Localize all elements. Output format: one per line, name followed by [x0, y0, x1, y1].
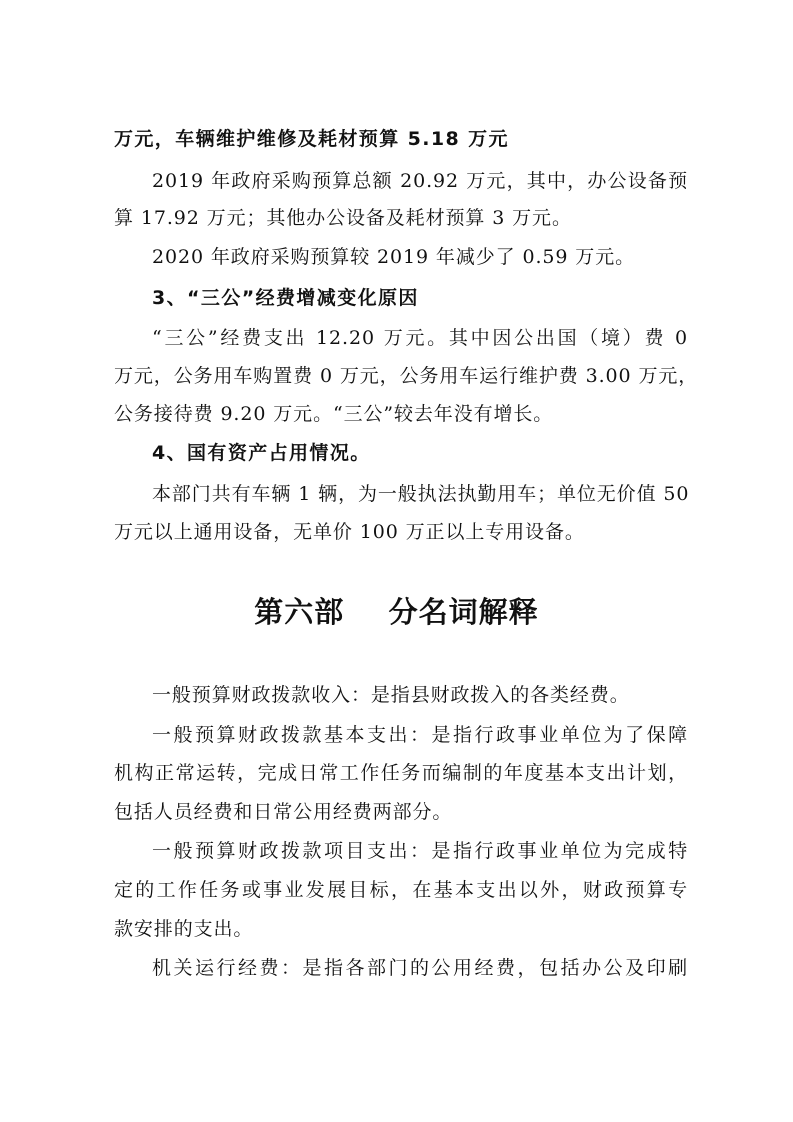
paragraph-line: 机关运行经费：是指各部门的公用经费，包括办公及印刷	[152, 957, 688, 979]
paragraph-line: 包括人员经费和日常公用经费两部分。	[114, 801, 453, 823]
paragraph-line: “三公”经费支出 12.20 万元。其中因公出国（境）费 0	[152, 327, 688, 349]
paragraph-line: 万元以上通用设备，无单价 100 万正以上专用设备。	[114, 521, 585, 543]
paragraph-line: 机构正常运转，完成日常工作任务而编制的年度基本支出计划，	[114, 762, 688, 784]
paragraph-line: 万元，公务用车购置费 0 万元，公务用车运行维护费 3.00 万元，	[114, 365, 699, 387]
paragraph-line: 2019 年政府采购预算总额 20.92 万元，其中，办公设备预	[152, 170, 688, 192]
paragraph-line: 算 17.92 万元；其他办公设备及耗材预算 3 万元。	[114, 207, 572, 229]
paragraph-line: 2020 年政府采购预算较 2019 年减少了 0.59 万元。	[152, 246, 636, 268]
subsection-heading: 3、“三公”经费增减变化原因	[152, 287, 419, 309]
paragraph-line: 一般预算财政拨款项目支出：是指行政事业单位为完成特	[152, 840, 688, 862]
section-title: 第六部 分名词解释	[254, 595, 539, 629]
paragraph-line: 一般预算财政拨款收入：是指县财政拨入的各类经费。	[152, 684, 630, 706]
paragraph-line: 本部门共有车辆 1 辆，为一般执法执勤用车；单位无价值 50	[152, 483, 690, 505]
paragraph-line: 款安排的支出。	[114, 918, 254, 940]
paragraph-line: 定的工作任务或事业发展目标，在基本支出以外，财政预算专	[114, 879, 688, 901]
paragraph-line: 公务接待费 9.20 万元。“三公”较去年没有增长。	[114, 403, 554, 425]
paragraph-line: 一般预算财政拨款基本支出：是指行政事业单位为了保障	[152, 724, 688, 746]
subsection-heading: 4、国有资产占用情况。	[152, 442, 371, 464]
paragraph-line: 万元，车辆维护维修及耗材预算 5.18 万元	[114, 128, 509, 150]
